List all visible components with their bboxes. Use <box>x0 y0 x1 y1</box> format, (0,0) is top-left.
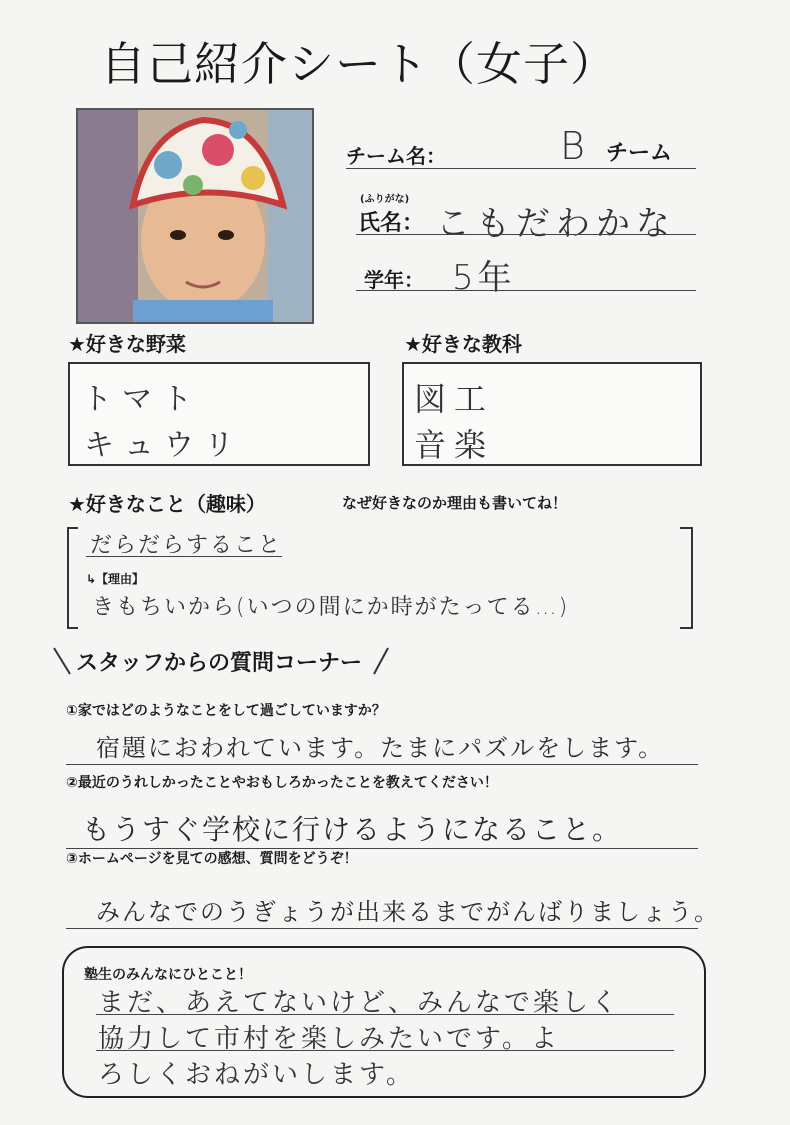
answer-2: もうすぐ学校に行けるようになること。 <box>82 813 623 846</box>
answer-3: みんなでのうぎょうが出来るまでがんばりましょう。 <box>96 898 720 926</box>
question-2: ②最近のうれしかったことやおもしろかったことを教えてください！ <box>66 775 498 791</box>
grade-value: 5年 <box>452 258 516 298</box>
vegetable-item: トマト <box>82 382 202 417</box>
team-value: B <box>560 124 585 168</box>
question-1: ①家ではどのようなことをして過ごしていますか？ <box>66 703 386 719</box>
team-label: チーム名： <box>346 144 446 168</box>
subjects-label: ★好きな教科 <box>404 332 522 356</box>
subject-item: 音楽 <box>414 426 495 464</box>
question-3: ③ホームページを見ての感想、質問をどうぞ！ <box>66 851 358 867</box>
message-underline <box>96 1014 674 1015</box>
answer-1: 宿題におわれています。たまにパズルをします。 <box>96 734 665 762</box>
vegetables-label: ★好きな野菜 <box>68 332 186 356</box>
grade-underline <box>356 290 696 291</box>
vegetable-item: キュウリ <box>84 428 244 463</box>
furigana-label: (ふりがな) <box>360 194 410 205</box>
team-underline <box>346 168 696 169</box>
reason-label: ↳【理由】 <box>86 572 145 586</box>
name-label: 氏名： <box>358 211 425 236</box>
hobby-value: だらだらすること <box>90 533 283 558</box>
answer-1-underline <box>66 764 698 765</box>
vegetables-box <box>68 362 370 466</box>
answer-3-underline <box>66 928 698 929</box>
subjects-box <box>402 362 702 466</box>
message-line: ろしくおねがいします。 <box>98 1060 415 1090</box>
reason-value: きもちいから(いつの間にか時がたってる…) <box>92 595 570 620</box>
hobby-note: なぜ好きなのか理由も書いてね！ <box>342 494 568 512</box>
hobby-label: ★好きなこと（趣味） <box>68 492 266 516</box>
name-value: こもだわかな <box>436 204 676 244</box>
subject-item: 図工 <box>414 380 495 418</box>
message-line: 協力して市村を楽しみたいです。よ <box>98 1024 560 1054</box>
name-underline <box>356 234 696 235</box>
team-suffix: チーム <box>606 141 673 166</box>
profile-photo <box>76 108 314 324</box>
grade-label: 学年： <box>364 268 424 292</box>
message-label: 塾生のみんなにひとこと！ <box>84 967 252 983</box>
message-underline <box>96 1050 674 1051</box>
staff-heading: スタッフからの質問コーナー <box>76 651 363 676</box>
message-line: まだ、あえてないけど、みんなで楽しく <box>98 988 621 1018</box>
hobby-underline <box>86 556 282 557</box>
portrait-image <box>78 110 312 322</box>
page-title: 自己紹介シート（女子） <box>100 37 617 91</box>
